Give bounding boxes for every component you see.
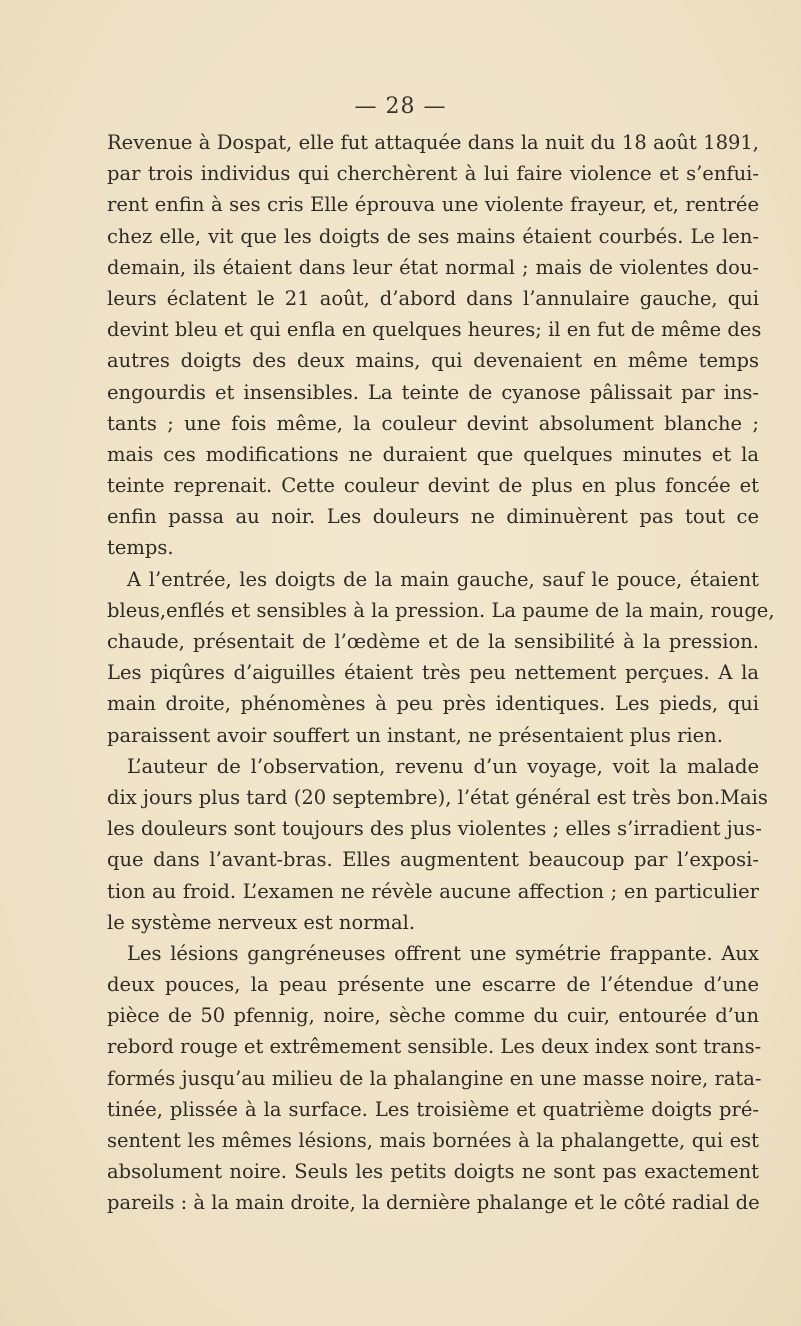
- text-line: engourdis et insensibles. La teinte de cyanose pâlissait par ins-: [107, 380, 759, 404]
- text-line: paraissent avoir souffert un instant, ne présentaient plus rien.: [107, 723, 723, 747]
- text-line: A l’entrée, les doigts de la main gauche, sauf le pouce, étaient: [127, 567, 759, 591]
- text-line: demain, ils étaient dans leur état normal ; mais de violentes dou-: [107, 255, 759, 279]
- text-line: leurs éclatent le 21 août, d’abord dans l’annulaire gauche, qui: [107, 286, 759, 310]
- text-line: autres doigts des deux mains, qui devenaient en même temps: [107, 349, 759, 373]
- text-line: Revenue à Dospat, elle fut attaquée dans la nuit du 18 août 1891,: [107, 131, 759, 154]
- text-line: bleus,enflés et sensibles à la pression. La paume de la main, rouge,: [107, 598, 775, 622]
- paragraph: [107, 564, 775, 751]
- body-text: [107, 127, 775, 1219]
- text-line: absolument noire. Seuls les petits doigts ne sont pas exactement: [107, 1160, 759, 1184]
- text-line: pareils : à la main droite, la dernière phalange et le côté radial de: [107, 1191, 760, 1215]
- text-line: tants ; une fois même, la couleur devint absolument blanche ;: [107, 411, 759, 435]
- text-line: enfin passa au noir. Les douleurs ne diminuèrent pas tout ce: [107, 505, 759, 529]
- text-line: tion au froid. L’examen ne révèle aucune affection ; en particulier: [107, 879, 759, 903]
- text-line: rent enfin à ses cris Elle éprouva une violente frayeur, et, rentrée: [107, 193, 759, 217]
- text-line: sentent les mêmes lésions, mais bornées à la phalangette, qui est: [107, 1129, 759, 1152]
- text-line: Les lésions gangréneuses offrent une symétrie frappante. Aux: [127, 941, 759, 965]
- text-line: les douleurs sont toujours des plus violentes ; elles s’irradient jus-: [107, 817, 762, 841]
- text-line: pièce de 50 pfennig, noire, sèche comme du cuir, entourée d’un: [107, 1004, 759, 1028]
- text-line: teinte reprenait. Cette couleur devint de plus en plus foncée et: [107, 474, 759, 498]
- text-line: que dans l’avant-bras. Elles augmentent beaucoup par l’exposi-: [107, 848, 759, 872]
- text-line: chaude, présentait de l’œdème et de la sensibilité à la pression.: [107, 630, 759, 653]
- text-line: chez elle, vit que les doigts de ses mains étaient courbés. Le len-: [107, 224, 759, 248]
- text-line: main droite, phénomènes à peu près identiques. Les pieds, qui: [107, 692, 759, 716]
- text-line: rebord rouge et extrêmement sensible. Les deux index sont trans-: [107, 1035, 762, 1059]
- text-line: L’auteur de l’observation, revenu d’un voyage, voit la malade: [127, 754, 759, 778]
- text-line: par trois individus qui cherchèrent à lui faire violence et s’enfui-: [107, 162, 759, 186]
- text-line: dix jours plus tard (20 septembre), l’état général est très bon.Mais: [107, 785, 768, 809]
- text-line: le système nerveux est normal.: [107, 910, 416, 934]
- text-line: mais ces modifications ne duraient que quelques minutes et la: [107, 442, 759, 466]
- paragraph: [107, 127, 762, 564]
- paragraph: [107, 938, 762, 1219]
- text-line: temps.: [107, 536, 174, 560]
- text-line: devint bleu et qui enfla en quelques heures; il en fut de même des: [107, 318, 762, 342]
- text-line: Les piqûres d’aiguilles étaient très peu nettement perçues. A la: [107, 661, 759, 685]
- page-number: — 28 —: [354, 94, 447, 119]
- paragraph: [107, 751, 768, 938]
- text-line: deux pouces, la peau présente une escarre de l’étendue d’une: [107, 973, 759, 997]
- text-line: formés jusqu’au milieu de la phalangine en une masse noire, rata-: [107, 1066, 762, 1090]
- text-line: tinée, plissée à la surface. Les troisième et quatrième doigts pré-: [107, 1097, 759, 1121]
